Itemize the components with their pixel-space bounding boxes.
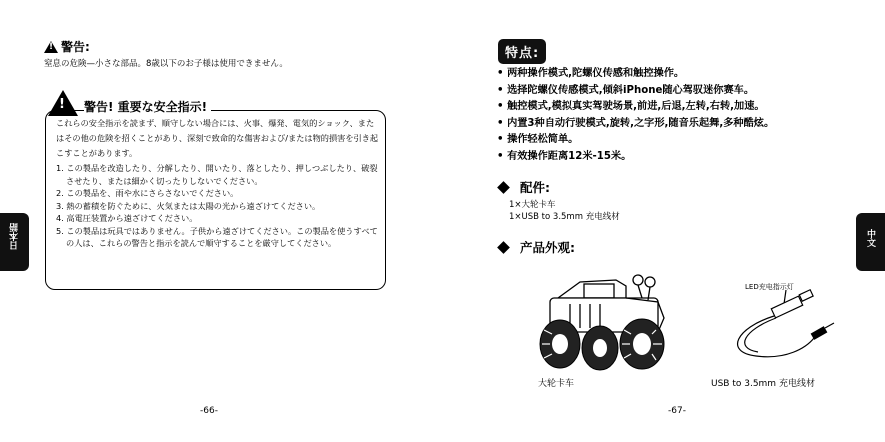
warning-text: 窒息の危険—小さな部品。8歳以下のお子様は使用できません。 — [44, 59, 288, 69]
language-tab-label: 中文 — [865, 229, 875, 247]
cable-caption: USB to 3.5mm 充电线材 — [711, 379, 815, 389]
warning-header — [44, 38, 90, 55]
language-tab-japanese[interactable] — [0, 213, 29, 271]
diamond-bullet-icon — [497, 181, 510, 194]
safety-list — [56, 162, 381, 250]
cable-illustration — [726, 288, 836, 360]
list-item: 1×大轮卡车 — [509, 200, 556, 210]
list-item: • 选择陀螺仪传感模式,倾斜iPhone随心驾驭迷你赛车。 — [497, 83, 774, 100]
list-item: 1. この製品を改造したり、分解したり、開いたり、落としたり、押しつぶしたり、破裂させたり、または細かく切ったりしないでください。 — [56, 163, 378, 186]
list-item: • 有效操作距离12米-15米。 — [497, 149, 774, 166]
accessories-title: 配件: — [520, 180, 550, 195]
warning-title: 警告: — [61, 40, 90, 54]
list-item: • 内置3种自动行驶模式,旋转,之字形,随音乐起舞,多种酷炫。 — [497, 116, 774, 133]
page-number-left: -66- — [200, 406, 218, 416]
page-number-right: -67- — [668, 406, 686, 416]
list-item: • 操作轻松简单。 — [497, 132, 774, 149]
list-item: 2. この製品を、雨や水にさらさないでください。 — [56, 188, 239, 198]
appearance-title: 产品外观: — [520, 240, 575, 255]
features-title: 特点: — [498, 39, 546, 64]
safety-text: これらの安全指示を読まず、順守しない場合には、火事、爆発、電気的ショック、またはその他の危険を招くことがあり、深刻で致命的な傷害および/または物的損害を引き起こすことがあります。 — [56, 118, 379, 158]
truck-illustration — [530, 268, 680, 372]
accessories-heading — [499, 178, 550, 196]
exclamation-icon: ! — [59, 97, 65, 112]
list-item: 4. 高電圧装置から遠ざけてください。 — [56, 213, 198, 223]
list-item: 5. この製品は玩具ではありません。子供から遠ざけてください。この製品を使うすべての人は、これらの警告と指示を読んで順守することを厳守してください。 — [56, 225, 378, 248]
feature-list — [497, 66, 774, 165]
list-item: 3. 熱の蓄積を防ぐために、火気または太陽の光から遠ざけてください。 — [56, 200, 321, 211]
truck-caption: 大轮卡车 — [538, 379, 575, 389]
list-item: • 触控模式,模拟真实驾驶场景,前进,后退,左转,右转,加速。 — [497, 99, 774, 116]
language-tab-chinese[interactable] — [856, 213, 885, 271]
accessories-list — [509, 199, 620, 223]
list-item: • 两种操作模式,陀螺仪传感和触控操作。 — [497, 66, 774, 83]
appearance-heading — [499, 238, 575, 256]
language-tab-label: 日本語 — [10, 223, 20, 250]
led-label: LED充电指示灯 — [745, 283, 794, 291]
warning-icon — [44, 41, 58, 53]
diamond-bullet-icon — [497, 241, 510, 254]
safety-title: 警告! 重要な安全指示! — [84, 98, 211, 115]
list-item: 1×USB to 3.5mm 充电线材 — [509, 212, 620, 222]
